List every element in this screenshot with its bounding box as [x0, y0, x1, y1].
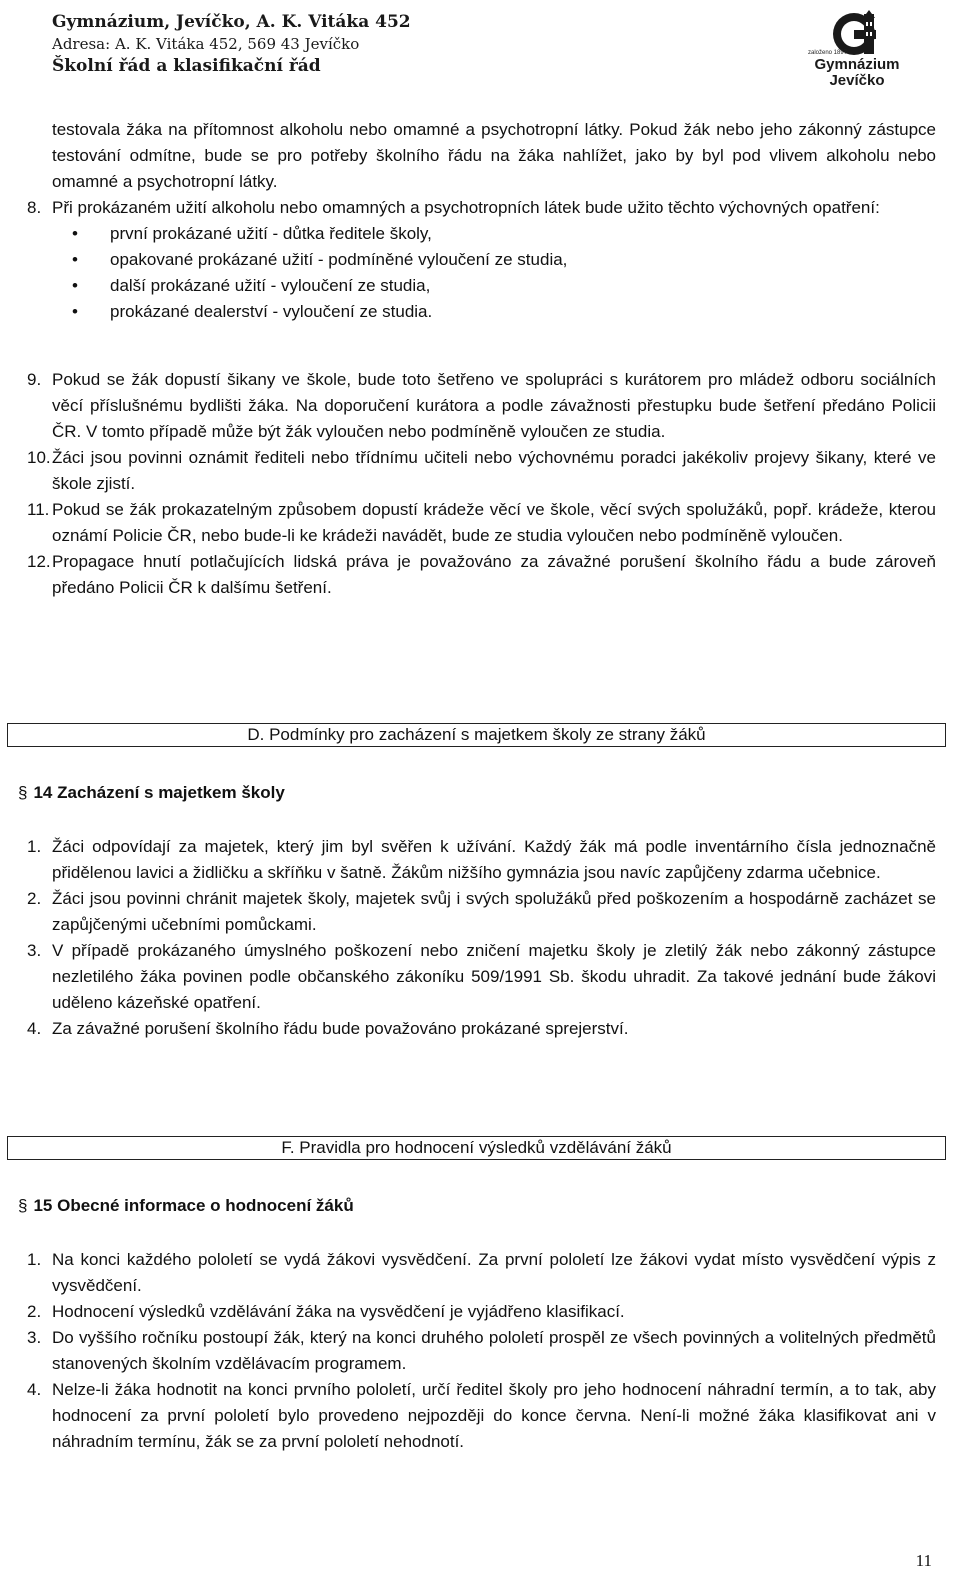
item-number: 4. — [27, 1019, 42, 1038]
bullet-item: • opakované prokázané užití - podmíněné vyloučení ze studia, — [52, 247, 936, 273]
item-text: Žáci jsou povinni chránit majetek školy, majetek svůj i svých spolužáků před poškozením a hospodárně zacházet se zapůjčenými učebními pomůckami. — [52, 889, 936, 934]
item-text: Pokud se žák prokazatelným způsobem dopustí krádeže věcí ve škole, věcí svých spolužáků, popř. krádeže, kterou oznámí Policie ČR, nebo bude-li ke krádeži navádět, bude ze studia vyloučen nebo podmíněně vyloučen. — [52, 500, 936, 545]
list-item — [27, 1299, 936, 1325]
item-text: Na konci každého pololetí se vydá žákovi vysvědčení. Za první pololetí lze žákovi vydat místo vysvědčení výpis z vysvědčení. — [52, 1250, 936, 1295]
item-number: 1. — [27, 837, 42, 856]
list-item — [27, 549, 936, 601]
bullet-item: • prokázané dealerství - vyloučení ze studia. — [52, 299, 936, 325]
section-symbol: § — [18, 1196, 28, 1215]
list-item — [27, 1247, 936, 1299]
item-number: 2. — [27, 889, 42, 908]
item-text: Do vyššího ročníku postoupí žák, který na konci druhého pololetí prospěl ze všech povinných a volitelných předmětů stanovených školním vzdělávacím programem. — [52, 1328, 936, 1373]
list-item — [27, 195, 936, 325]
bullet-item: • další prokázané užití - vyloučení ze studia, — [52, 273, 936, 299]
numbered-list — [27, 834, 936, 1042]
logo-name-line2: Jevíčko — [829, 72, 885, 89]
item-number: 2. — [27, 1302, 42, 1321]
page-number: 11 — [915, 1551, 932, 1570]
list-item — [27, 445, 936, 497]
continuation-text: testovala žáka na přítomnost alkoholu nebo omamné a psychotropní látky. Pokud žák nebo jeho zákonný zástupce testování odmítne, bude se pro potřeby školního řádu na žáka nahlížet, jako by byl pod vlivem alkoholu nebo omamné a psychotropní látky. — [52, 120, 936, 191]
item-number: 10. — [27, 448, 51, 467]
section-f-heading: F. Pravidla pro hodnocení výsledků vzdělávání žáků — [7, 1136, 946, 1160]
section-d-heading: D. Podmínky pro zacházení s majetkem školy ze strany žáků — [7, 723, 946, 747]
logo-name-line1: Gymnázium — [814, 56, 900, 73]
list-item — [27, 1325, 936, 1377]
item-number: 4. — [27, 1380, 42, 1399]
item-text: Propagace hnutí potlačujících lidská práva je považováno za závažné porušení školního řádu a bude zároveň předáno Policii ČR k dalšímu šetření. — [52, 552, 936, 597]
school-logo — [802, 10, 912, 90]
item-text: Nelze-li žáka hodnotit na konci prvního pololetí, určí ředitel školy pro jeho hodnocení náhradní termín, a to tak, aby hodnocení za první pololetí bylo provedeno nejpozději do konce června. Není-li možné žáka klasifikovat ani v náhradním termínu, žák se za první pololetí nehodnotí. — [52, 1380, 936, 1451]
list-item — [27, 497, 936, 549]
section-title-text: 15 Obecné informace o hodnocení žáků — [33, 1196, 354, 1215]
list-item — [27, 1016, 936, 1042]
school-name: Gymnázium, Jevíčko, A. K. Vitáka 452 — [52, 12, 411, 32]
numbered-list — [27, 367, 936, 601]
bullet-list — [52, 221, 936, 325]
item-text: V případě prokázaného úmyslného poškození nebo zničení majetku školy je zletilý žák nebo zákonný zástupce nezletilého žáka povinen podle občanského zákoníku 509/1991 Sb. škodu uhradit. Za takové jednání bude žákovi uděleno kázeňské opatření. — [52, 941, 936, 1012]
item-number: 8. — [27, 198, 42, 217]
list-item — [27, 367, 936, 445]
section-title-text: 14 Zacházení s majetkem školy — [33, 783, 285, 802]
item-text: Za závažné porušení školního řádu bude považováno prokázané sprejerství. — [52, 1019, 629, 1038]
item-text: Žáci jsou povinni oznámit řediteli nebo třídnímu učiteli nebo výchovnému poradci jakékoliv projevy šikany, které ve škole zjistí. — [52, 448, 936, 493]
item-number: 12. — [27, 552, 51, 571]
logo-founded: založeno 1897 — [808, 50, 848, 56]
item-number: 11. — [27, 500, 50, 519]
bullet-item: • první prokázané užití - důtka ředitele školy, — [52, 221, 936, 247]
item-text: Při prokázaném užití alkoholu nebo omamných a psychotropních látek bude užito těchto výchovných opatření: — [52, 198, 880, 217]
list-item — [27, 938, 936, 1016]
item-text: Hodnocení výsledků vzdělávání žáka na vysvědčení je vyjádřeno klasifikací. — [52, 1302, 625, 1321]
section-symbol: § — [18, 783, 28, 802]
section-15-title — [18, 1196, 354, 1216]
numbered-list — [27, 1247, 936, 1455]
list-item — [27, 1377, 936, 1455]
page-header — [52, 10, 912, 90]
document-title: Školní řád a klasifikační řád — [52, 56, 321, 76]
item-number: 3. — [27, 1328, 42, 1347]
section-14-title — [18, 783, 285, 803]
list-item — [27, 834, 936, 886]
item-text: Pokud se žák dopustí šikany ve škole, bude toto šetřeno ve spolupráci s kurátorem pro mládež odboru sociálních věcí příslušnému bydlišti žáka. Na doporučení kurátora a podle závažnosti přestupku bude šetření předáno Policii ČR. V tomto případě může být žák vyloučen nebo podmíněně vyloučen ze studia. — [52, 370, 936, 441]
item-text: Žáci odpovídají za majetek, který jim byl svěřen k užívání. Každý žák má podle inventárního čísla jednoznačně přidělenou lavici a židličku a skříňku v šatně. Žákům nižšího gymnázia jsou navíc zapůjčeny zdarma učebnice. — [52, 837, 936, 882]
school-address: Adresa: A. K. Vitáka 452, 569 43 Jevíčko — [52, 35, 360, 53]
list-item — [27, 886, 936, 938]
item-number: 3. — [27, 941, 42, 960]
item-number: 1. — [27, 1250, 42, 1269]
item-number: 9. — [27, 370, 42, 389]
